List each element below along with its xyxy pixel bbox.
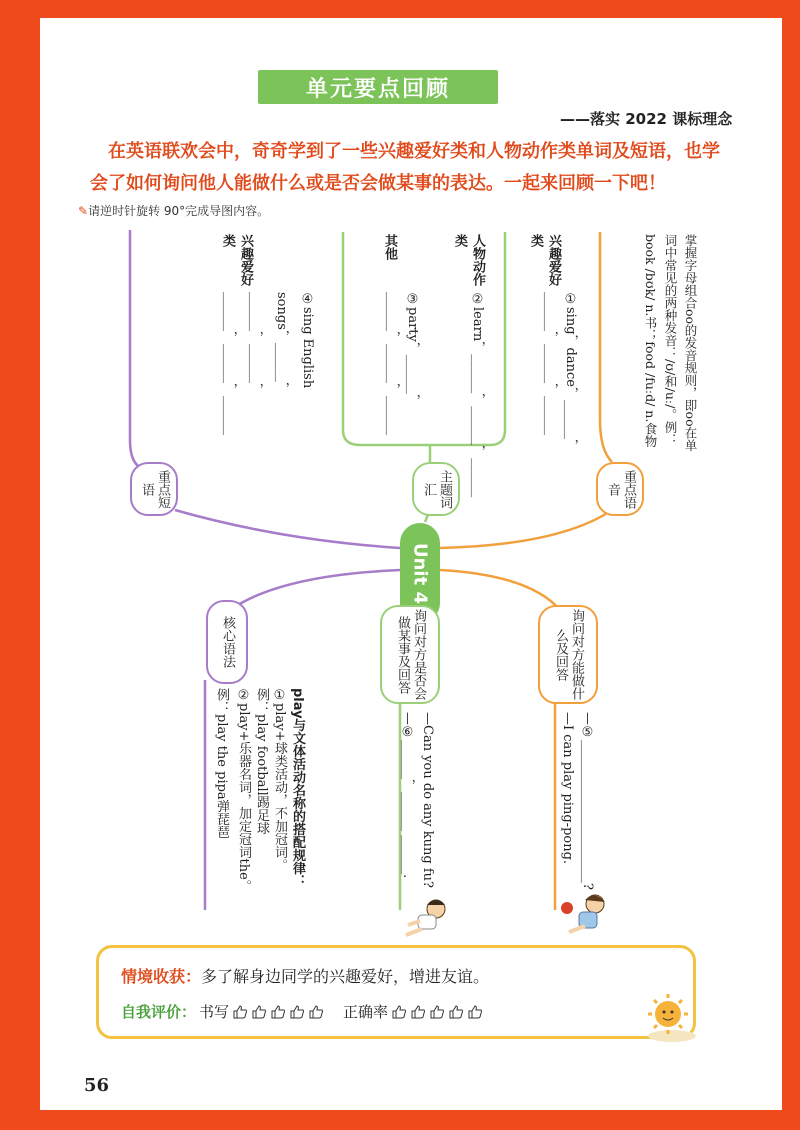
branch-line-grammar: [230, 570, 400, 610]
thumb-icon[interactable]: [232, 1004, 248, 1020]
thumb-icon[interactable]: [289, 1004, 305, 1020]
branch-line-phrases-link: [175, 510, 400, 548]
subtitle: ——落实 2022 课标理念: [560, 110, 733, 128]
vocab-action-items: ②learn，______，______，______: [470, 292, 485, 498]
page-number: 56: [84, 1075, 110, 1096]
node-pronunciation: 重点语音: [596, 462, 644, 516]
intro-paragraph: 在英语联欢会中，奇奇学到了一些兴趣爱好类和人物动作类单词及短语，也学会了如何询问他人能做什么或是否会做某事的表达。一起来回顾一下吧！: [90, 141, 720, 194]
situation-gain: [121, 964, 489, 987]
vocab-other-items: ③party，______，______，______，______: [385, 292, 420, 435]
node-ask-can: 询问对方能做什么及回答: [538, 605, 598, 704]
vocab-hobby-label: 兴趣爱好类: [528, 234, 561, 286]
grammar-rule2: ②play+乐器名词，加定冠词the。: [236, 688, 251, 893]
grammar-ex2: 例：play the pipa弹琵琶: [214, 688, 229, 839]
writing-label: 书写: [199, 1003, 230, 1021]
writing-rating[interactable]: [232, 1004, 324, 1020]
accuracy-rating[interactable]: [391, 1004, 483, 1020]
phrases-hobby-items: ④sing English songs，______，______，______，______，______，______: [222, 292, 315, 435]
ask-can-q: —⑤______________________?: [580, 712, 595, 890]
boy-kungfu-illustration: [398, 895, 452, 941]
vocab-hobby-items: ①sing，dance，______，______，______，______: [543, 292, 578, 452]
summary-box: [96, 945, 696, 1039]
vocab-action-label: 人物动作类: [452, 234, 485, 286]
thumb-icon[interactable]: [251, 1004, 267, 1020]
girl-pingpong-illustration: [555, 890, 609, 940]
vocab-other-label: 其他: [382, 234, 397, 260]
grammar-title: play与文体活动名称的搭配规律：: [290, 688, 305, 888]
rotate-note-text: 请逆时针旋转 90°完成导图内容。: [88, 204, 270, 218]
eval-label: 自我评价：: [121, 1003, 197, 1021]
center-unit: Unit 4: [400, 523, 440, 623]
thumb-icon[interactable]: [448, 1004, 464, 1020]
phrases-hobby-label: 兴趣爱好类: [220, 234, 253, 286]
gain-text: 多了解身边同学的兴趣爱好，增进友谊。: [201, 967, 490, 986]
pron-text: 掌握字母组合oo的发音规则，即oo在单词中常见的两种发音：/ʊ/和/uː/。例：book /bʊk/ n.书；food /fuːd/ n.食物: [643, 234, 698, 452]
thumb-icon[interactable]: [270, 1004, 286, 1020]
node-grammar: 核心语法: [206, 600, 248, 684]
branch-line-ask-can: [440, 570, 560, 610]
node-vocab: 主题词汇: [412, 462, 460, 516]
thumb-icon[interactable]: [429, 1004, 445, 1020]
branch-line-pron-link: [440, 510, 612, 548]
ask-can-a: —I can play ping-pong.: [560, 712, 575, 865]
node-key-phrases: 重点短语: [130, 462, 178, 516]
grammar-ex1: 例：play football踢足球: [254, 688, 269, 835]
pencil-icon: ✎: [78, 204, 89, 218]
self-evaluation: [121, 1001, 499, 1022]
page-title: 单元要点回顾: [258, 70, 498, 104]
node-ask-whether: 询问对方是否会做某事及回答: [380, 605, 440, 704]
grammar-rule1: ①play+球类活动，不加冠词。: [272, 688, 287, 872]
ask-whether-a: —⑥______，______ ______.: [400, 712, 415, 879]
gain-label: 情境收获：: [121, 967, 202, 986]
thumb-icon[interactable]: [308, 1004, 324, 1020]
accuracy-label: 正确率: [343, 1003, 389, 1021]
thumb-icon[interactable]: [467, 1004, 483, 1020]
sun-icon: [642, 992, 696, 1042]
thumb-icon[interactable]: [391, 1004, 407, 1020]
thumb-icon[interactable]: [410, 1004, 426, 1020]
ask-whether-q: —Can you do any kung fu?: [420, 712, 435, 888]
